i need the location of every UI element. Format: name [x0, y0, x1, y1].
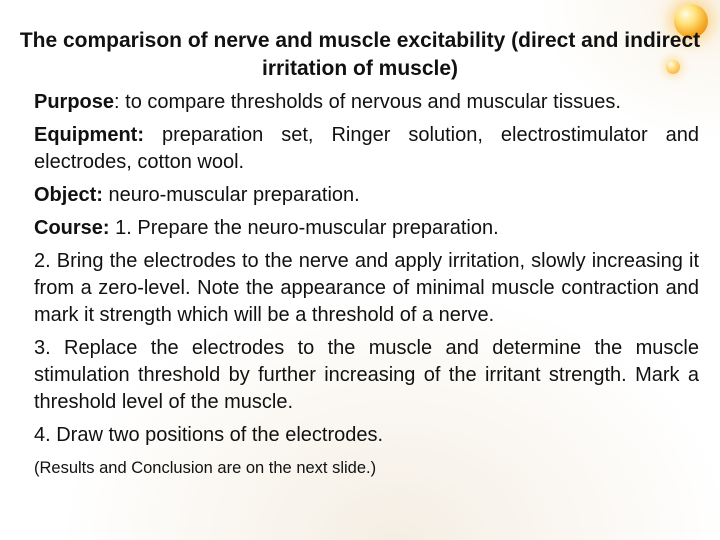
object-text: neuro-muscular preparation.: [102, 184, 360, 206]
object-paragraph: [34, 182, 699, 209]
purpose-paragraph: [34, 89, 699, 116]
course-step-4: 4. Draw two positions of the electrodes.: [34, 424, 384, 446]
next-slide-note: (Results and Conclusion are on the next slide.): [34, 459, 377, 477]
slide-title: The comparison of nerve and muscle excitability (direct and indirect irritation of muscle): [19, 29, 701, 80]
equipment-paragraph: [34, 122, 699, 176]
course-step-3: 3. Replace the electrodes to the muscle and determine the muscle stimulation threshold by further increasing of the irritant strength. Mark a threshold level of the muscle.: [34, 337, 699, 413]
purpose-label: Purpose: [34, 91, 115, 113]
course-label: Course:: [34, 217, 110, 239]
purpose-text: : to compare thresholds of nervous and muscular tissues.: [114, 91, 621, 113]
slide-content: [34, 89, 699, 485]
equipment-text: preparation set, Ringer solution, electrostimulator and electrodes, cotton wool.: [34, 124, 699, 173]
equipment-label: Equipment:: [34, 124, 144, 146]
course-step-1: 1. Prepare the neuro-muscular preparation.: [109, 217, 499, 239]
course-step-2: 2. Bring the electrodes to the nerve and apply irritation, slowly increasing it from a zero-level. Note the appearance of minimal muscle contraction and mark it strength which will be a threshold of a nerve.: [34, 250, 699, 326]
course-paragraph: [34, 215, 699, 242]
object-label: Object:: [34, 184, 103, 206]
